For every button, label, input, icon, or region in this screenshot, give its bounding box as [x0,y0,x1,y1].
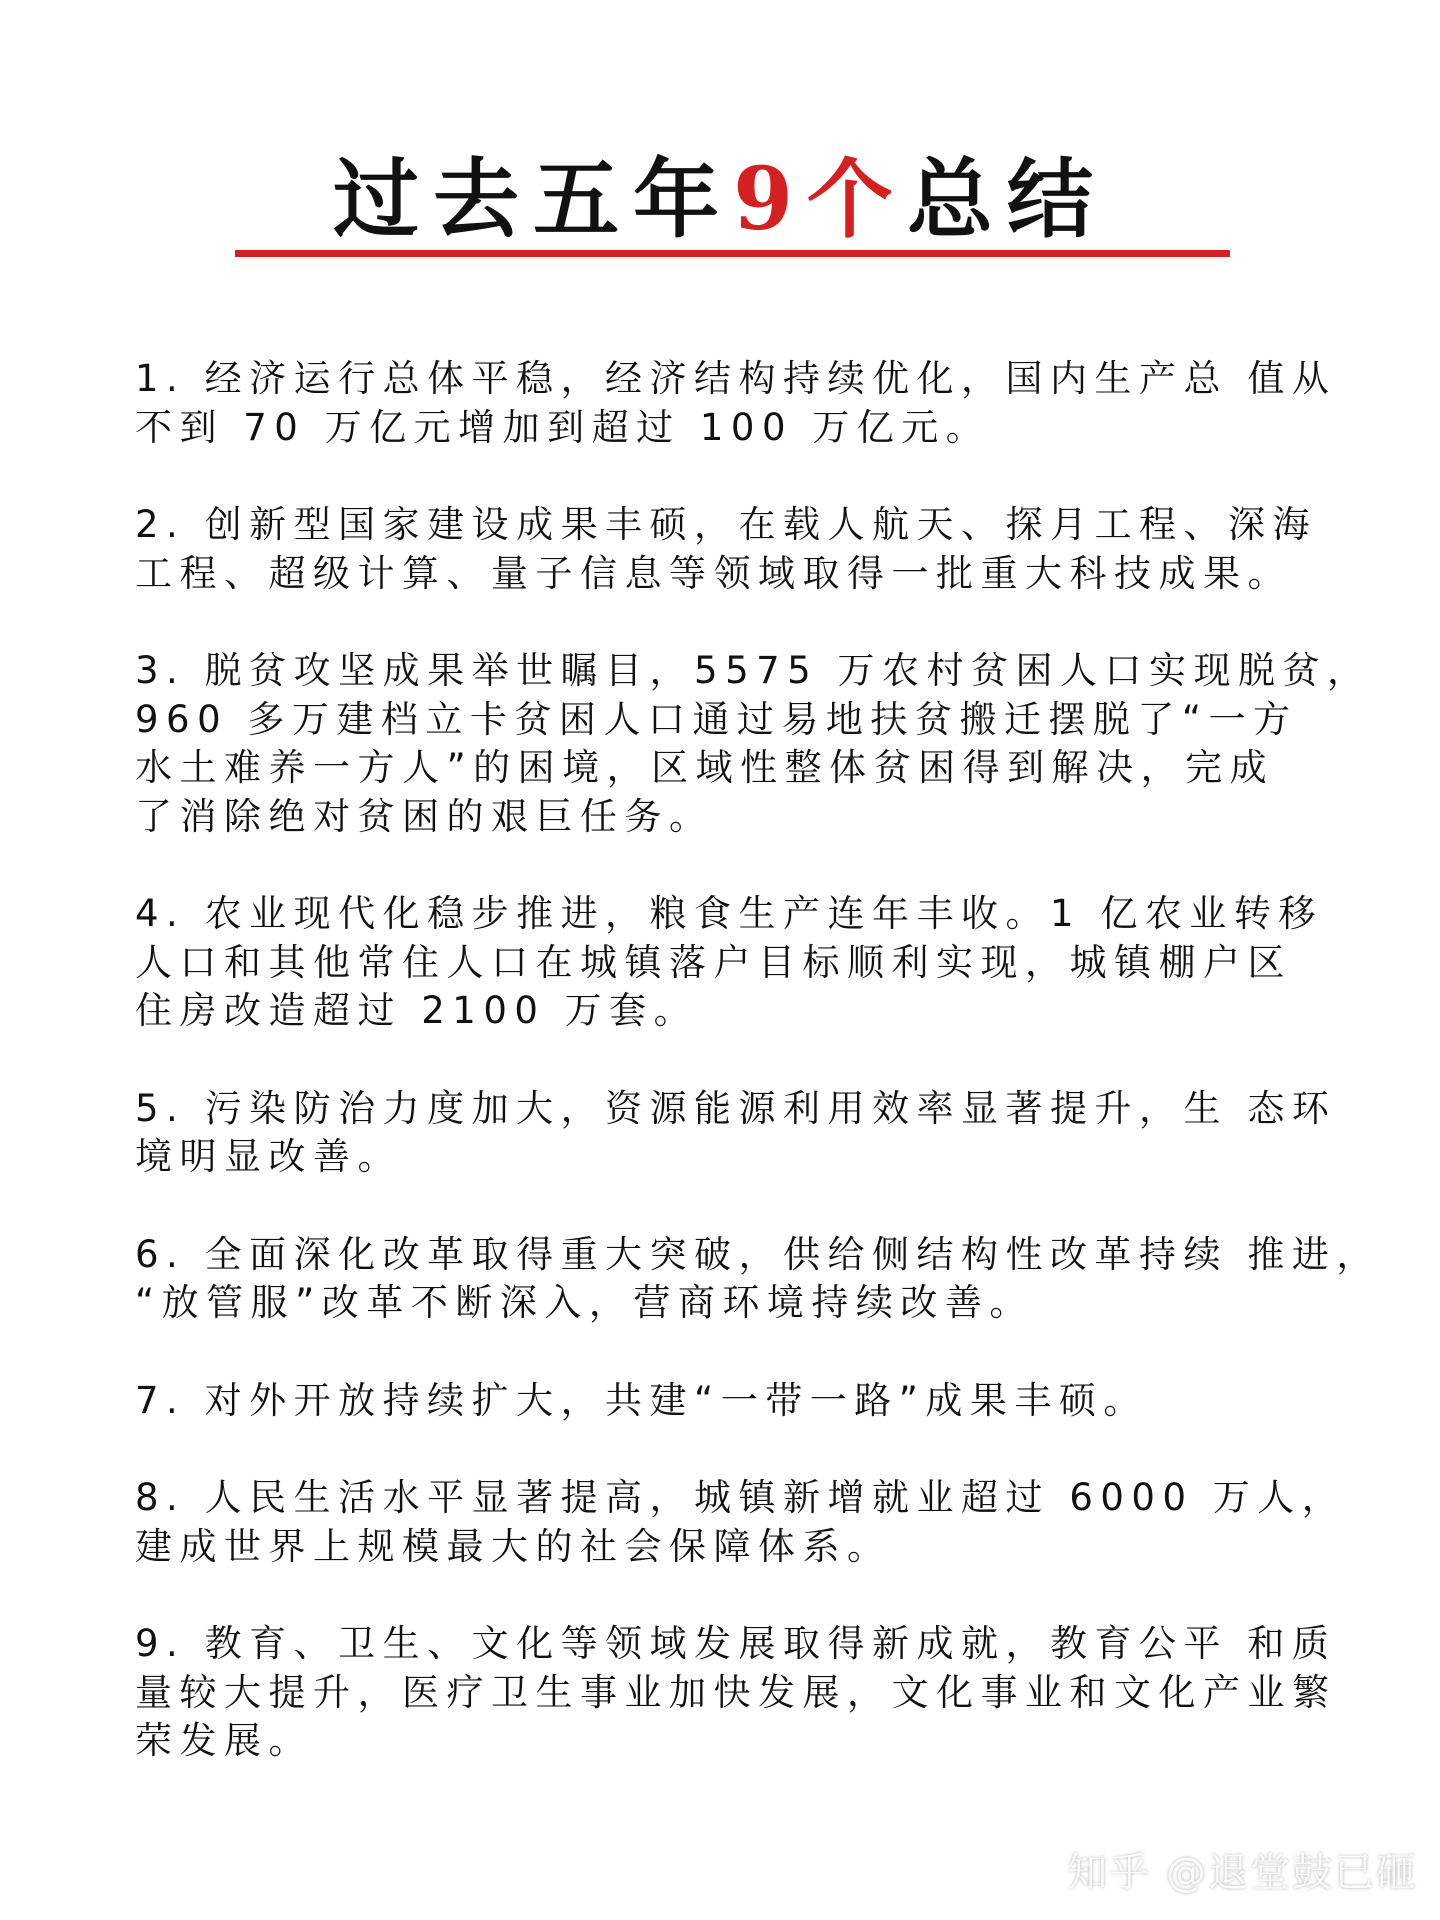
zhihu-watermark: 知乎 @退堂鼓已砸 [1067,1850,1418,1896]
summary-line: 3. 脱贫攻坚成果举世瞩目，5575 万农村贫困人口实现脱贫， [135,649,1372,692]
summary-line: 了消除绝对贫困的艰巨任务。 [135,794,714,838]
title-accent: 9个 [733,149,907,250]
summary-line: 4. 农业现代化稳步推进，粮食生产连年丰收。1 亿农业转移 [135,892,1323,935]
summary-item-7 [135,1377,1385,1426]
title-part2: 总结 [906,149,1107,250]
summary-line: 水土难养一方人”的困境，区域性整体贫困得到解决，完成 [135,746,1275,789]
summary-line: 住房改造超过 2100 万套。 [135,989,699,1032]
summary-line: 不到 70 万亿元增加到超过 100 万亿元。 [135,405,991,449]
summary-list [135,355,1385,1815]
summary-item-4 [135,890,1385,1036]
summary-line: “放管服”改革不断深入，营商环境持续改善。 [135,1281,1034,1324]
title-part1: 过去五年 [333,149,734,250]
summary-line: 5. 污染防治力度加大，资源能源利用效率显著提升，生 态环 [135,1086,1337,1130]
summary-line: 荣发展。 [135,1719,313,1762]
summary-line: 2. 创新型国家建设成果丰硕，在载人航天、探月工程、深海 [135,503,1318,546]
page-title [0,150,1440,250]
summary-line: 7. 对外开放持续扩大，共建“一带一路”成果丰硕。 [135,1378,1148,1422]
summary-line: 工程、超级计算、量子信息等领域取得一批重大科技成果。 [135,551,1292,595]
summary-item-5 [135,1085,1385,1182]
summary-item-8 [135,1474,1385,1571]
summary-line: 境明显改善。 [135,1135,402,1178]
summary-item-3 [135,647,1385,841]
summary-item-2 [135,501,1385,598]
summary-line: 人口和其他常住人口在城镇落户目标顺利实现，城镇棚户区 [135,940,1292,984]
summary-item-1 [135,355,1385,452]
summary-line: 8. 人民生活水平显著提高，城镇新增就业超过 6000 万人， [135,1476,1347,1519]
summary-line: 960 多万建档立卡贫困人口通过易地扶贫搬迁摆脱了“一方 [135,697,1298,741]
summary-line: 建成世界上规模最大的社会保障体系。 [135,1524,892,1568]
summary-line: 9. 教育、卫生、文化等领域发展取得新成就，教育公平 和质 [135,1622,1337,1665]
summary-line: 6. 全面深化改革取得重大突破，供给侧结构性改革持续 推进， [135,1232,1381,1276]
summary-item-9 [135,1620,1385,1766]
summary-item-6 [135,1231,1385,1328]
title-underline [235,250,1230,257]
summary-line: 量较大提升，医疗卫生事业加快发展，文化事业和文化产业繁 [135,1670,1337,1714]
summary-line: 1. 经济运行总体平稳，经济结构持续优化，国内生产总 值从 [135,357,1337,400]
